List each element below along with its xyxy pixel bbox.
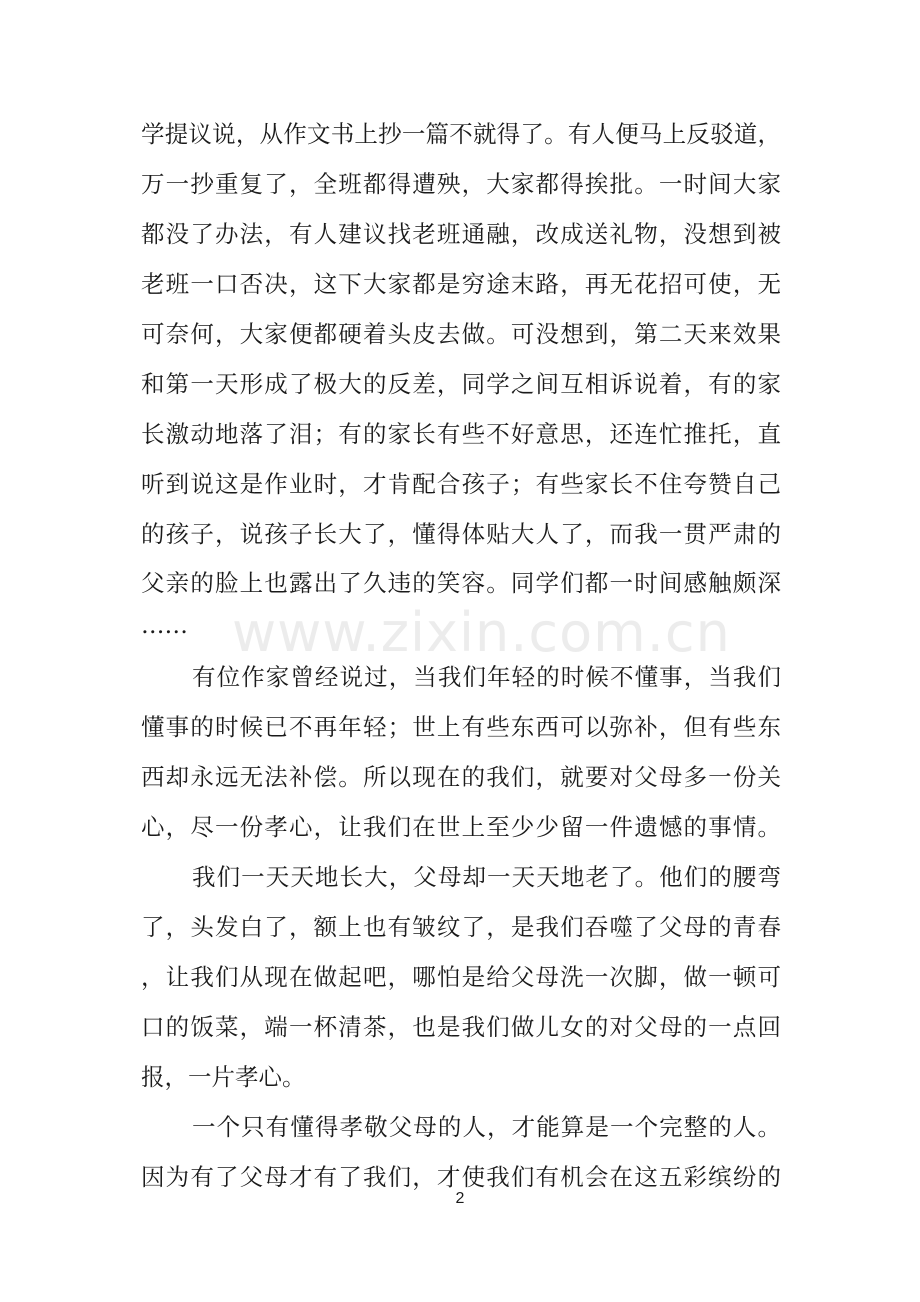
text-line: 长激动地落了泪；有的家长有些不好意思，还连忙推托，直 <box>141 420 781 448</box>
text-line: 学提议说，从作文书上抄一篇不就得了。有人便马上反驳道， <box>141 120 781 148</box>
text-line: 了，头发白了，额上也有皱纹了，是我们吞噬了父母的青春 <box>141 913 781 941</box>
text-line: 因为有了父母才有了我们，才使我们有机会在这五彩缤纷的 <box>141 1163 781 1191</box>
paragraph-start-line: 一个只有懂得孝敬父母的人，才能算是一个完整的人。 <box>192 1113 781 1141</box>
text-line: 和第一天形成了极大的反差，同学之间互相诉说着，有的家 <box>141 370 781 398</box>
text-line: 报，一片孝心。 <box>141 1063 306 1091</box>
ellipsis-line: …… <box>141 611 188 639</box>
text-line: 西却永远无法补偿。所以现在的我们，就要对父母多一份关 <box>141 763 781 791</box>
text-line: 万一抄重复了，全班都得遭殃，大家都得挨批。一时间大家 <box>141 170 781 198</box>
paragraph-start-line: 有位作家曾经说过，当我们年轻的时候不懂事，当我们 <box>192 663 781 691</box>
text-line: 口的饭菜，端一杯清茶，也是我们做儿女的对父母的一点回 <box>141 1013 781 1041</box>
paragraph-start-line: 我们一天天地长大，父母却一天天地老了。他们的腰弯 <box>192 863 781 891</box>
text-line: ，让我们从现在做起吧，哪怕是给父母洗一次脚，做一顿可 <box>141 963 781 991</box>
text-line: 老班一口否决，这下大家都是穷途末路，再无花招可使，无 <box>141 270 781 298</box>
page-number: 2 <box>455 1190 465 1207</box>
text-line: 可奈何，大家便都硬着头皮去做。可没想到，第二天来效果 <box>141 320 781 348</box>
text-line: 的孩子，说孩子长大了，懂得体贴大人了，而我一贯严肃的 <box>141 520 781 548</box>
text-line: 都没了办法，有人建议找老班通融，改成送礼物，没想到被 <box>141 220 781 248</box>
text-line: 心，尽一份孝心，让我们在世上至少少留一件遗憾的事情。 <box>141 813 781 841</box>
watermark: www.zixin.com.cn <box>232 601 731 664</box>
text-line: 听到说这是作业时，才肯配合孩子；有些家长不住夸赞自己 <box>141 470 781 498</box>
text-line: 父亲的脸上也露出了久违的笑容。同学们都一时间感触颇深 <box>141 569 781 597</box>
text-line: 懂事的时候已不再年轻；世上有些东西可以弥补，但有些东 <box>141 713 781 741</box>
